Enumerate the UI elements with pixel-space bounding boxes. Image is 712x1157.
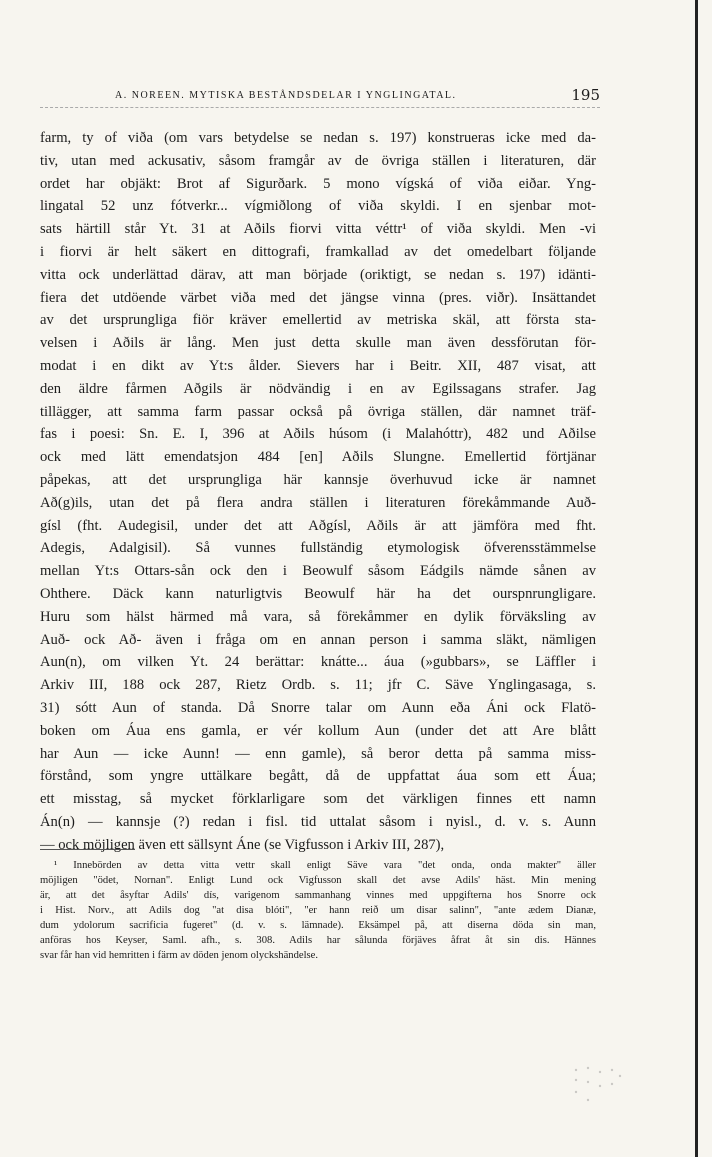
faint-stamp-mark	[570, 1062, 625, 1110]
body-line: Að(g)ils, utan det på flera andra ställen i literaturen förekåmmande Auð-	[40, 494, 596, 511]
page-edge-border	[695, 0, 698, 1157]
body-line: Auð- ock Að- även i fråga om en annan person i samma släkt, nämligen	[40, 631, 596, 648]
body-line: har Aun — icke Aunn! — enn gamle), så beror detta på samma miss-	[40, 745, 596, 762]
body-line: förstånd, som yngre uttälkare begått, då de uppfattat áua som ett Áua;	[40, 768, 596, 785]
footnote	[40, 858, 596, 963]
body-line: Huru som hälst härmed må vara, så förekåmmer en dylik förväksling av	[40, 608, 596, 625]
body-line: den äldre fårmen Aðgils är nödvändig i en av Egilssagans strafer. Jag	[40, 380, 596, 397]
page-header	[40, 86, 600, 112]
body-line: påpekas, att det ursprungliga här kannsje överhuvud icke är namnet	[40, 471, 596, 488]
body-line: Adegis, Adalgisil). Så vunnes fullständig etymologisk öfverensstämmelse	[40, 540, 596, 557]
body-line: vitta ock underlättad därav, att man började (oriktigt, se nedan s. 197) idänti-	[40, 266, 596, 283]
footnote-line: dum ydolorum sacrificia fugeret" (d. v. s. lämnade). Eksämpel på, att disernа döda sin man,	[40, 920, 596, 931]
footnote-line: anföras hos Keyser, Saml. afh., s. 308. Adils har sålunda förjävеs åfrat åt sin dis. Hännes	[40, 935, 596, 946]
body-line: tiv, utan med ackusativ, såsom framgår av de övriga ställen i literaturen, där	[40, 152, 596, 169]
body-line: fiera det utdöende värbet viða med det jängse vinna (pres. viðr). Insättandet	[40, 289, 596, 306]
body-line: lingatal 52 unz fótverkr... vígmiðlong of viða skyldi. I en sjenbar mot-	[40, 198, 596, 215]
body-line: velsen i Aðils är lång. Men just detta skulle man även dessförutan för-	[40, 335, 596, 352]
body-text	[40, 127, 596, 857]
body-line: gísl (fht. Audegisil, under det att Aðgísl, Aðils är att jämföra med fht.	[40, 517, 596, 534]
body-line: ock med lätt emendatsjon 484 [en] Aðils Slungne. Emellertid förtjänar	[40, 449, 596, 466]
body-line: fas i poesi: Sn. E. I, 396 at Aðils húsom (i Malahóttr), 482 und Aðilse	[40, 426, 596, 443]
footnote-line: möjligen "ödet, Nornan". Enligt Lund ock Vigfusson skall det avse Adils' häst. Min mening	[40, 875, 596, 886]
body-line: sats härtill står Yt. 31 at Aðils fiorvi vitta véttr¹ of viða skyldi. Men -vi	[40, 221, 596, 238]
body-line: ett misstag, så mycket förklarligare som det värkligen finnes ett namn	[40, 791, 596, 808]
footnote-line: i Hist. Norv., att Adils dog "at disa blóti", "er hann reið um disar salinn", "ante ædem Dianæ,	[40, 905, 596, 916]
body-line: Arkiv III, 188 ock 287, Rietz Ordb. s. 11; jfr C. Säve Ynglingasaga, s.	[40, 677, 596, 694]
page-number: 195	[571, 86, 600, 104]
body-line: farm, ty of viða (om vars betydelse se nedan s. 197) konstrueras icke med da-	[40, 130, 596, 146]
footnote-line: ¹ Innebörden av detta vitta vettr skall enligt Säve vara "det onda, onda makter" äller	[54, 860, 596, 871]
footnote-rule	[40, 849, 135, 850]
body-line: modat i en dikt av Yt:s ålder. Sievers har i Beitr. XII, 487 visat, att	[40, 357, 596, 374]
body-line: av det ursprungliga fiör kräver emellertid av metriska skäl, att första sta-	[40, 312, 596, 329]
body-line: Án(n) — kannsje (?) redan i fisl. tid uttalat såsom i nyisl., d. v. s. Aunn	[40, 813, 596, 830]
body-line: mellan Yt:s Ottars-sån ock den i Beowulf såsom Eádgils nämde sånen av	[40, 563, 596, 580]
body-line: ordet har objäkt: Brot af Sigurðark. 5 mono vígská of viða eiðar. Yng-	[40, 175, 596, 192]
footnote-line: är, att det åsyftar Adils' dís, varigenom sammanhang vinnes med uppgifterna hos Snorre ock	[40, 890, 596, 901]
header-rule	[40, 107, 600, 108]
body-line: Aun(n), om vilken Yt. 24 berättar: knátte... áua (»gubbars», se Läffler i	[40, 654, 596, 671]
body-line: — ock möjligen även ett sällsynt Áne (se Vigfusson i Arkiv III, 287),	[40, 836, 445, 853]
body-line: 31) sótt Aun of standa. Då Snorre talar om Aunn eða Áni ock Flatö-	[40, 699, 596, 716]
footnote-line: svar får han vid hemritten i färm av döden jenom olyckshändelse.	[40, 950, 318, 961]
running-head: A. NOREEN. MYTISKA BESTÅNDSDELAR I YNGLINGATAL.	[115, 90, 457, 101]
body-line: i fiorvi är helt säkert en dittografi, framkallad av det omedelbart följande	[40, 243, 596, 260]
body-line: boken om Áua ens gamla, er vér kollum Aun (under det att Are blått	[40, 722, 596, 739]
body-line: Ohthere. Däck kann naturligtvis Beowulf här ha det ourspnrungligare.	[40, 585, 596, 602]
body-line: tillägger, att samma farm passar också på övriga ställen, där namnet träf-	[40, 403, 596, 420]
